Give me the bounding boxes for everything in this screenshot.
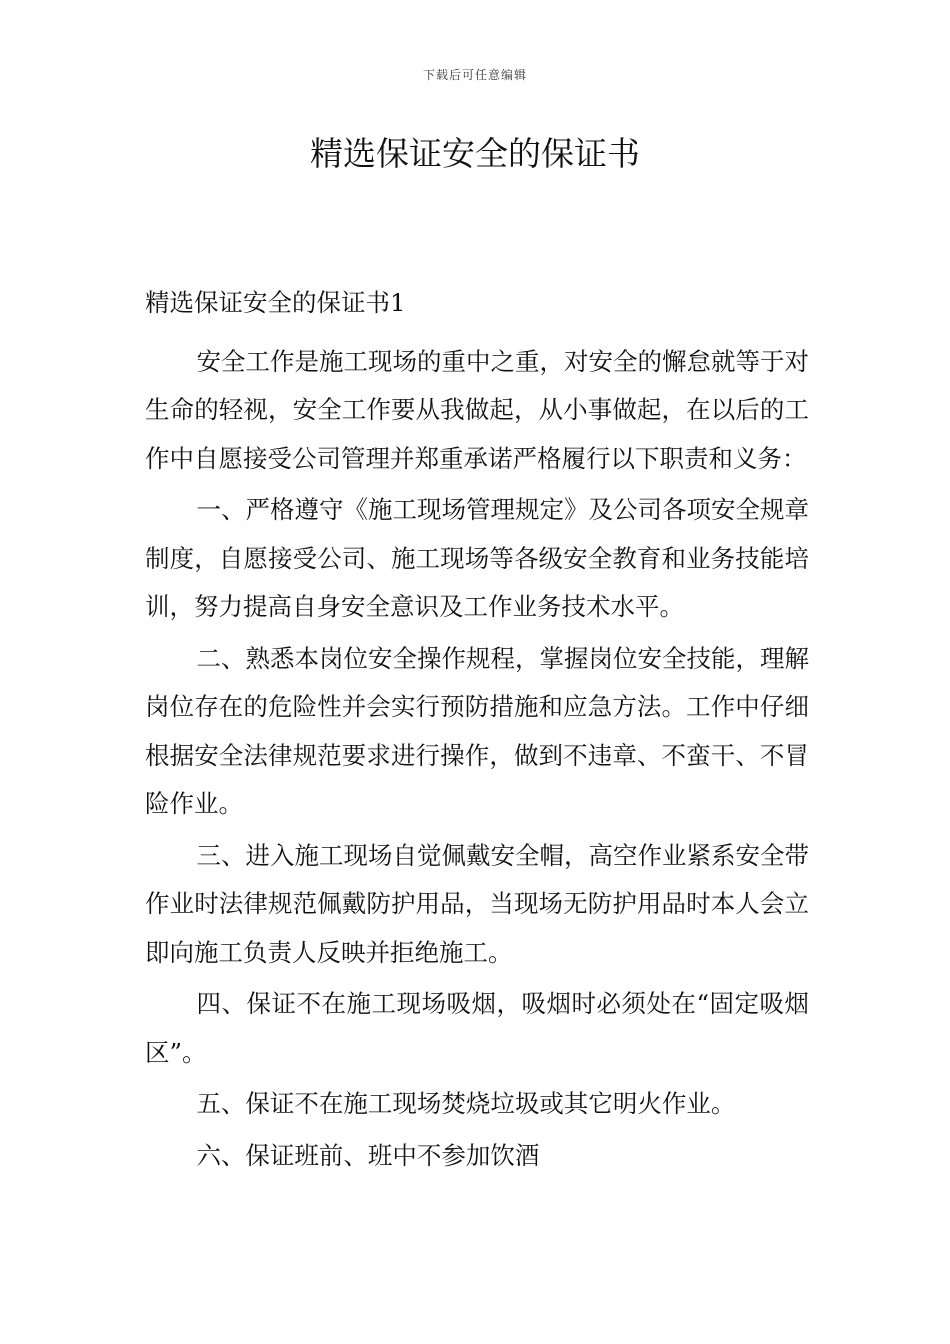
- paragraph-intro: 安全工作是施工现场的重中之重，对安全的懈怠就等于对生命的轻视，安全工作要从我做起，从小事做起，在以后的工作中自愿接受公司管理并郑重承诺严格履行以下职责和义务：: [145, 346, 809, 473]
- paragraph-item-6: 六、保证班前、班中不参加饮酒: [196, 1140, 540, 1170]
- document-body: [145, 279, 809, 1183]
- header-note: 下载后可任意编辑: [422, 68, 527, 82]
- paragraph-item-4: 四、保证不在施工现场吸烟，吸烟时必须处在“固定吸烟区”。: [145, 989, 809, 1067]
- paragraph-item-1: 一、严格遵守《施工现场管理规定》及公司各项安全规章制度，自愿接受公司、施工现场等各级安全教育和业务技能培训，努力提高自身安全意识及工作业务技术水平。: [145, 495, 809, 621]
- section-heading: 精选保证安全的保证书1: [145, 288, 406, 317]
- document-title: 精选保证安全的保证书: [310, 134, 640, 173]
- paragraph-item-5: 五、保证不在施工现场焚烧垃圾或其它明火作业。: [196, 1089, 736, 1118]
- paragraph-item-2: 二、熟悉本岗位安全操作规程，掌握岗位安全技能，理解岗位存在的危险性并会实行预防措施和应急方法。工作中仔细根据安全法律规范要求进行操作，做到不违章、不蛮干、不冒险作业。: [145, 643, 809, 818]
- paragraph-item-3: 三、进入施工现场自觉佩戴安全帽，高空作业紧系安全带作业时法律规范佩戴防护用品，当现场无防护用品时本人会立即向施工负责人反映并拒绝施工。: [145, 840, 809, 967]
